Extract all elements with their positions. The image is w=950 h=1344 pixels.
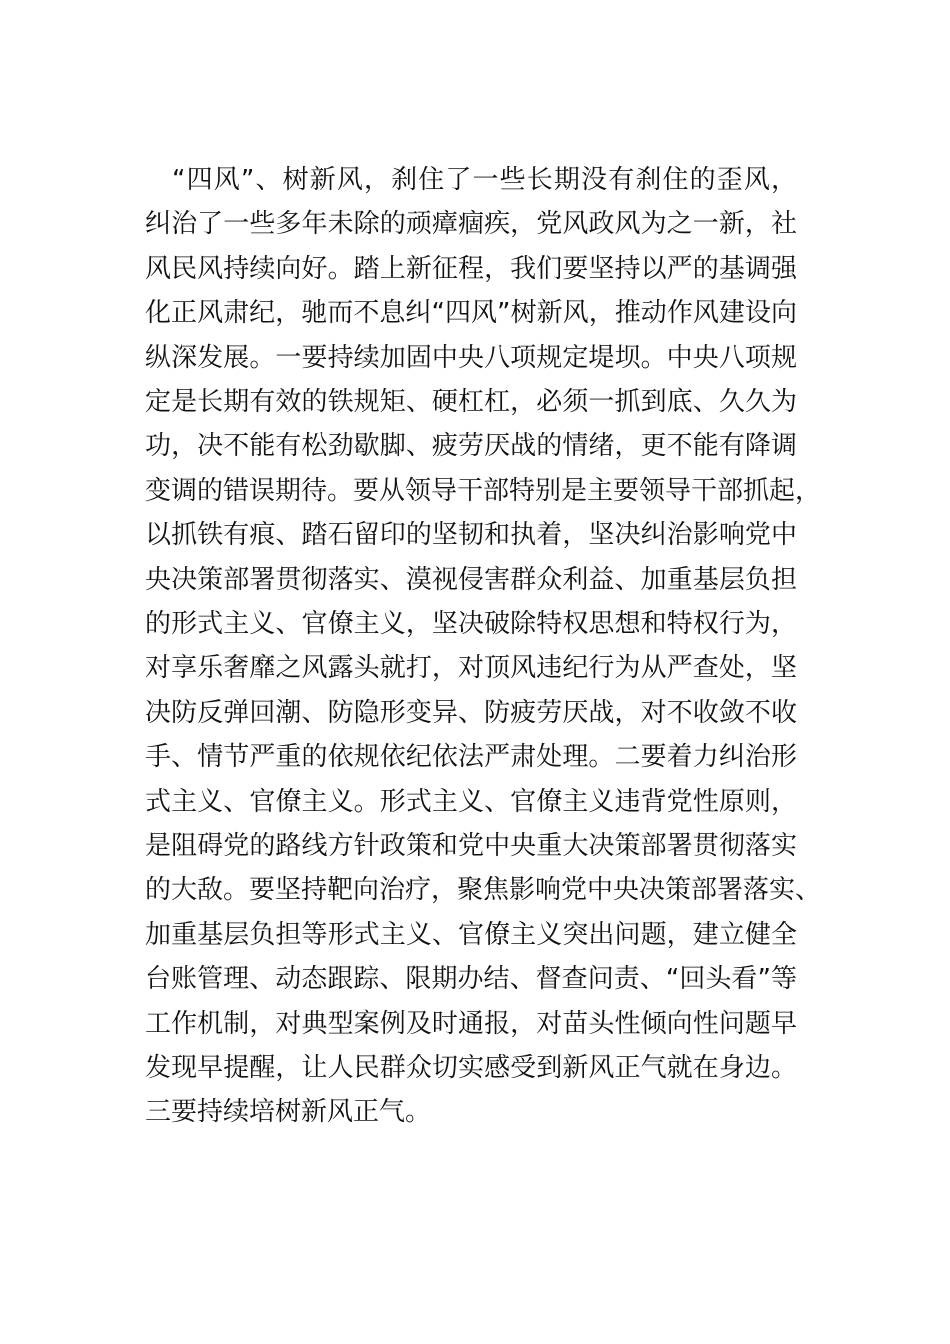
text-line: 加重基层负担等形式主义、官僚主义突出问题，建立健全 [145, 919, 797, 950]
text-line: 纵深发展。一要持续加固中央八项规定堤坝。中央八项规 [145, 342, 797, 373]
text-line: 风民风持续向好。踏上新征程，我们要坚持以严的基调强 [145, 253, 797, 284]
text-line: 变调的错误期待。要从领导干部特别是主要领导干部抓起， [145, 475, 822, 506]
text-line: “四风”、树新风，刹住了一些长期没有刹住的歪风， [172, 165, 797, 195]
text-line: 纠治了一些多年未除的顽瘴痼疾，党风政风为之一新，社 [145, 209, 797, 240]
text-line: 化正风肃纪，驰而不息纠“四风”树新风，推动作风建设向 [145, 298, 797, 329]
text-line: 的大敌。要坚持靶向治疗，聚焦影响党中央决策部署落实、 [145, 875, 822, 906]
text-line: 台账管理、动态跟踪、限期办结、督查问责、“回头看”等 [145, 964, 797, 995]
text-line: 定是长期有效的铁规矩、硬杠杠，必须一抓到底、久久为 [145, 387, 797, 417]
text-line: 手、情节严重的依规依纪依法严肃处理。二要着力纠治形 [145, 742, 797, 773]
text-line: 央决策部署贯彻落实、漠视侵害群众利益、加重基层负担 [145, 564, 797, 595]
text-line: 式主义、官僚主义。形式主义、官僚主义违背党性原则， [145, 786, 797, 817]
text-line: 三要持续培树新风正气。 [145, 1097, 432, 1128]
text-line: 以抓铁有痕、踏石留印的坚韧和执着，坚决纠治影响党中 [145, 520, 797, 551]
text-line: 工作机制，对典型案例及时通报，对苗头性倾向性问题早 [145, 1008, 797, 1039]
text-line: 功，决不能有松劲歇脚、疲劳厌战的情绪，更不能有降调 [145, 431, 797, 462]
text-line: 发现早提醒，让人民群众切实感受到新风正气就在身边。 [145, 1053, 797, 1083]
text-line: 对享乐奢靡之风露头就打，对顶风违纪行为从严查处，坚 [145, 653, 797, 684]
text-line: 的形式主义、官僚主义，坚决破除特权思想和特权行为， [145, 609, 797, 639]
text-line: 决防反弹回潮、防隐形变异、防疲劳厌战，对不收敛不收 [145, 697, 797, 728]
text-line: 是阻碍党的路线方针政策和党中央重大决策部署贯彻落实 [145, 831, 797, 861]
